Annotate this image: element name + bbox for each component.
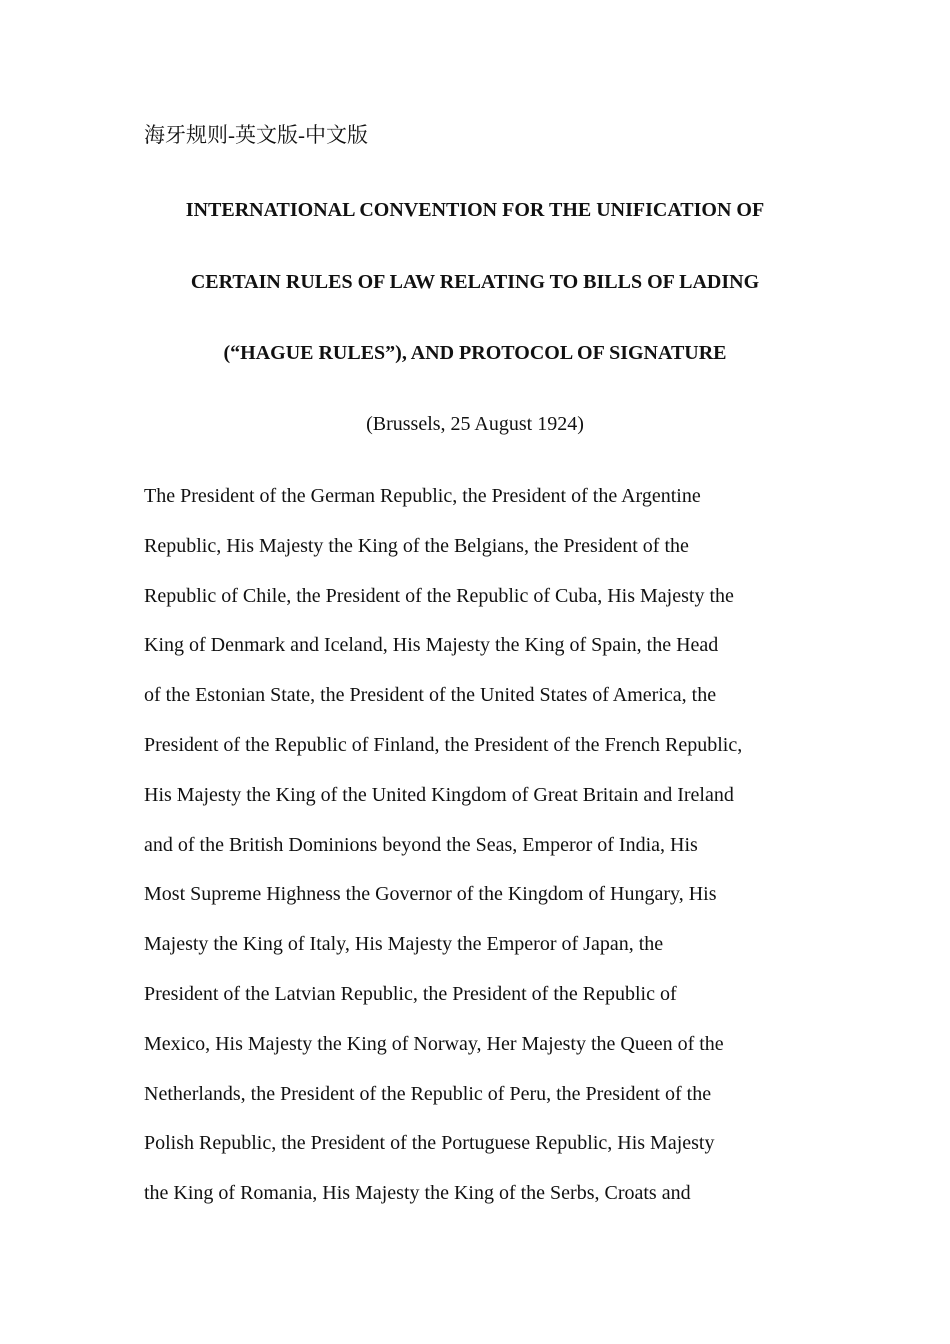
body-line: The President of the German Republic, the President of the Argentine	[144, 485, 701, 507]
title-line-3: (“HAGUE RULES”), AND PROTOCOL OF SIGNATURE	[223, 342, 727, 364]
body-line: President of the Latvian Republic, the President of the Republic of	[144, 982, 677, 1005]
body-line: and of the British Dominions beyond the Seas, Emperor of India, His	[144, 833, 698, 856]
body-line: the King of Romania, His Majesty the King of the Serbs, Croats and	[144, 1182, 691, 1205]
body-line: Mexico, His Majesty the King of Norway, Her Majesty the Queen of the	[144, 1032, 724, 1055]
body-line: Majesty the King of Italy, His Majesty the Emperor of Japan, the	[144, 933, 664, 956]
body-line: Most Supreme Highness the Governor of the Kingdom of Hungary, His	[144, 883, 717, 906]
body-line: King of Denmark and Iceland, His Majesty the King of Spain, the Head	[144, 634, 719, 657]
body-line: of the Estonian State, the President of the United States of America, the	[144, 684, 717, 707]
body-paragraph	[144, 482, 824, 1229]
document-date: (Brussels, 25 August 1924)	[366, 413, 584, 435]
title-line-1: INTERNATIONAL CONVENTION FOR THE UNIFICATION OF	[185, 199, 765, 221]
body-line: Polish Republic, the President of the Portuguese Republic, His Majesty	[144, 1132, 715, 1155]
body-line: President of the Republic of Finland, the President of the French Republic,	[144, 733, 743, 756]
body-line: Republic of Chile, the President of the Republic of Cuba, His Majesty the	[144, 584, 734, 607]
title-line-2: CERTAIN RULES OF LAW RELATING TO BILLS OF LADING	[190, 271, 760, 293]
body-line: Netherlands, the President of the Republic of Peru, the President of the	[144, 1082, 712, 1105]
body-line: Republic, His Majesty the King of the Belgians, the President of the	[144, 534, 689, 557]
body-line: His Majesty the King of the United Kingdom of Great Britain and Ireland	[144, 783, 734, 806]
document-header: 海牙规则-英文版-中文版	[144, 123, 368, 147]
